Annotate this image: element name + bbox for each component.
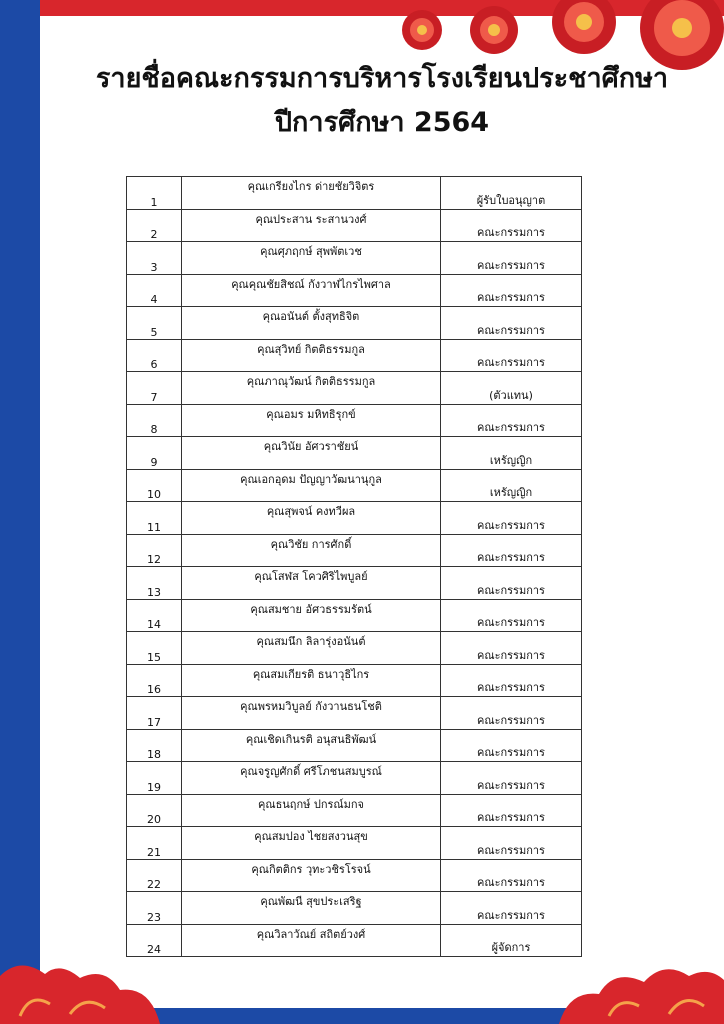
member-role: คณะกรรมการ (441, 307, 582, 340)
row-number: 19 (127, 762, 182, 795)
member-name: คุณเอกอุดม ปัญญาวัฒนานุกูล (182, 469, 441, 502)
member-role: คณะกรรมการ (441, 892, 582, 925)
row-number: 5 (127, 307, 182, 340)
member-role: คณะกรรมการ (441, 794, 582, 827)
row-number: 16 (127, 664, 182, 697)
table-row (127, 242, 582, 275)
row-number: 14 (127, 599, 182, 632)
table-row (127, 762, 582, 795)
row-number: 11 (127, 502, 182, 535)
table-row (127, 827, 582, 860)
table-row (127, 307, 582, 340)
member-name: คุณวินัย อัศวราชัยน์ (182, 437, 441, 470)
row-number: 9 (127, 437, 182, 470)
member-name: คุณสมนึก ลิลารุ่งอนันต์ (182, 632, 441, 665)
member-role: คณะกรรมการ (441, 404, 582, 437)
row-number: 8 (127, 404, 182, 437)
row-number: 18 (127, 729, 182, 762)
row-number: 3 (127, 242, 182, 275)
member-name: คุณพรหมวิบูลย์ กังวานธนโชติ (182, 697, 441, 730)
member-name: คุณสุวิทย์ กิตติธรรมกูล (182, 339, 441, 372)
member-role: ผู้รับใบอนุญาต (441, 177, 582, 210)
table-row (127, 859, 582, 892)
member-role: คณะกรรมการ (441, 274, 582, 307)
committee-table (126, 176, 582, 957)
member-role: (ตัวแทน) (441, 372, 582, 405)
member-name: คุณภาณุวัฒน์ กิตติธรรมกูล (182, 372, 441, 405)
table-row (127, 534, 582, 567)
row-number: 20 (127, 794, 182, 827)
member-name: คุณสุพจน์ คงทวีผล (182, 502, 441, 535)
member-role: เหรัญญิก (441, 469, 582, 502)
row-number: 23 (127, 892, 182, 925)
row-number: 22 (127, 859, 182, 892)
document-title: รายชื่อคณะกรรมการบริหารโรงเรียนประชาศึกษา (95, 63, 669, 94)
member-name: คุณกิตติกร วุทะวชิรโรจน์ (182, 859, 441, 892)
row-number: 17 (127, 697, 182, 730)
member-role: คณะกรรมการ (441, 209, 582, 242)
left-blue-stripe (0, 0, 40, 1024)
table-row (127, 729, 582, 762)
red-clouds-right-decoration-icon (559, 956, 724, 1024)
table-row (127, 794, 582, 827)
member-role: คณะกรรมการ (441, 762, 582, 795)
member-name: คุณสมเกียรติ ธนาวุธิไกร (182, 664, 441, 697)
table-row (127, 437, 582, 470)
row-number: 12 (127, 534, 182, 567)
member-name: คุณจรูญศักดิ์ ศรีโภชนสมบูรณ์ (182, 762, 441, 795)
row-number: 6 (127, 339, 182, 372)
member-name: คุณธนฤกษ์ ปกรณ์มกจ (182, 794, 441, 827)
table-row (127, 177, 582, 210)
member-name: คุณศุภฤกษ์ สุพพัตเวช (182, 242, 441, 275)
member-role: คณะกรรมการ (441, 534, 582, 567)
member-name: คุณวิชัย การศักดิ์ (182, 534, 441, 567)
table-row (127, 404, 582, 437)
member-role: คณะกรรมการ (441, 242, 582, 275)
table-row (127, 632, 582, 665)
member-role: เหรัญญิก (441, 437, 582, 470)
table-row (127, 339, 582, 372)
row-number: 10 (127, 469, 182, 502)
member-role: คณะกรรมการ (441, 632, 582, 665)
member-name: คุณเกรียงไกร ด่ายชัยวิจิตร (182, 177, 441, 210)
member-role: คณะกรรมการ (441, 697, 582, 730)
member-name: คุณคุณชัยสิชณ์ กังวาฬไกรไพศาล (182, 274, 441, 307)
member-name: คุณโสฬส โควศิริไพบูลย์ (182, 567, 441, 600)
member-role: ผู้จัดการ (441, 924, 582, 957)
member-name: คุณประสาน ระสานวงศ์ (182, 209, 441, 242)
academic-year-title: ปีการศึกษา 2564 (274, 107, 490, 138)
member-name: คุณอมร มหิทธิรุกข์ (182, 404, 441, 437)
member-role: คณะกรรมการ (441, 827, 582, 860)
table-row (127, 599, 582, 632)
row-number: 1 (127, 177, 182, 210)
row-number: 15 (127, 632, 182, 665)
member-name: คุณอนันต์ ตั้งสุทธิจิต (182, 307, 441, 340)
row-number: 21 (127, 827, 182, 860)
member-role: คณะกรรมการ (441, 729, 582, 762)
table-row (127, 567, 582, 600)
member-role: คณะกรรมการ (441, 859, 582, 892)
member-name: คุณวิลาวัณย์ สถิตย์วงศ์ (182, 924, 441, 957)
row-number: 24 (127, 924, 182, 957)
table-row (127, 924, 582, 957)
table-row (127, 697, 582, 730)
member-role: คณะกรรมการ (441, 664, 582, 697)
table-row (127, 469, 582, 502)
member-name: คุณพัฒนี สุขประเสริฐ (182, 892, 441, 925)
member-role: คณะกรรมการ (441, 599, 582, 632)
table-row (127, 502, 582, 535)
row-number: 2 (127, 209, 182, 242)
member-name: คุณสมชาย อัศวธรรมรัตน์ (182, 599, 441, 632)
table-row (127, 274, 582, 307)
table-row (127, 372, 582, 405)
table-row (127, 209, 582, 242)
table-row (127, 664, 582, 697)
member-name: คุณเชิดเกินรติ อนุสนธิพัฒน์ (182, 729, 441, 762)
row-number: 13 (127, 567, 182, 600)
member-name: คุณสมปอง ไชยสงวนสุข (182, 827, 441, 860)
member-role: คณะกรรมการ (441, 339, 582, 372)
row-number: 4 (127, 274, 182, 307)
member-role: คณะกรรมการ (441, 567, 582, 600)
red-clouds-left-decoration-icon (0, 956, 160, 1024)
row-number: 7 (127, 372, 182, 405)
member-role: คณะกรรมการ (441, 502, 582, 535)
table-row (127, 892, 582, 925)
